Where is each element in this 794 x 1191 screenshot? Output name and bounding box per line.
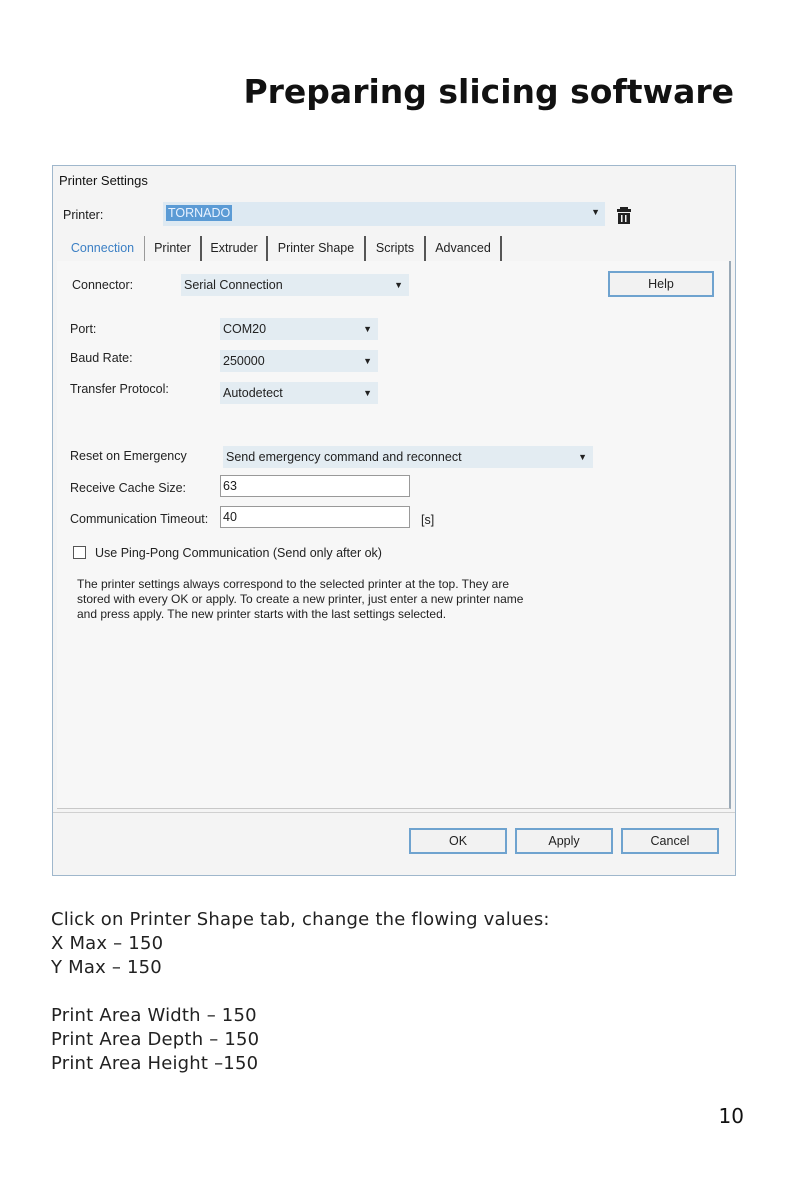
ping-pong-checkbox[interactable] [73, 546, 86, 559]
page-title: Preparing slicing software [243, 72, 734, 111]
printer-settings-dialog [52, 165, 736, 876]
printer-select[interactable] [163, 202, 605, 226]
connector-label: Connector: [72, 278, 134, 292]
connector-select-value: Serial Connection [184, 278, 283, 292]
receive-cache-size-label: Receive Cache Size: [70, 481, 187, 495]
trash-icon[interactable] [613, 204, 637, 226]
tab-scripts[interactable]: Scripts [366, 236, 426, 261]
tab-connection[interactable]: Connection [61, 236, 145, 261]
help-button[interactable]: Help [608, 271, 714, 297]
instruction-line: Click on Printer Shape tab, change the flowing values: [51, 909, 550, 930]
connection-panel [57, 261, 731, 809]
printer-label: Printer: [63, 208, 104, 222]
dialog-title: Printer Settings [59, 173, 148, 188]
apply-button[interactable]: Apply [515, 828, 613, 854]
communication-timeout-label: Communication Timeout: [70, 512, 209, 526]
receive-cache-size-input[interactable]: 63 [220, 475, 410, 497]
instruction-line: Print Area Width – 150 [51, 1005, 257, 1026]
connector-select[interactable] [181, 274, 409, 296]
baud-rate-select-value: 250000 [223, 354, 265, 368]
reset-on-emergency-label: Reset on Emergency [70, 449, 187, 463]
tab-advanced[interactable]: Advanced [426, 236, 502, 261]
ok-button[interactable]: OK [409, 828, 507, 854]
reset-on-emergency-select-value: Send emergency command and reconnect [226, 450, 462, 464]
transfer-protocol-select[interactable] [220, 382, 378, 404]
chevron-down-icon: ▼ [578, 452, 587, 462]
footer-divider [53, 812, 735, 813]
printer-select-value: TORNADO [168, 206, 231, 220]
timeout-unit: [s] [421, 513, 435, 527]
chevron-down-icon: ▼ [363, 324, 372, 334]
baud-rate-select[interactable] [220, 350, 378, 372]
communication-timeout-input[interactable]: 40 [220, 506, 410, 528]
transfer-protocol-label: Transfer Protocol: [70, 382, 169, 396]
tab-extruder[interactable]: Extruder [202, 236, 268, 261]
reset-on-emergency-select[interactable] [223, 446, 593, 468]
chevron-down-icon: ▼ [394, 280, 403, 290]
chevron-down-icon: ▼ [363, 388, 372, 398]
instruction-line: Print Area Height –150 [51, 1053, 259, 1074]
instruction-line: Y Max – 150 [51, 957, 162, 978]
tab-printer-shape[interactable]: Printer Shape [268, 236, 366, 261]
tab-printer[interactable]: Printer [145, 236, 202, 261]
port-select[interactable] [220, 318, 378, 340]
page-number: 10 [718, 1104, 744, 1128]
baud-rate-label: Baud Rate: [70, 351, 133, 365]
transfer-protocol-select-value: Autodetect [223, 386, 283, 400]
port-label: Port: [70, 322, 97, 336]
instruction-line [51, 980, 550, 1004]
info-text: The printer settings always correspond to the selected printer at the top. They are stored with every OK or apply. To create a new printer, just enter a new printer name and press apply. The new printer starts with the last settings selected. [77, 577, 524, 621]
instruction-line: X Max – 150 [51, 933, 164, 954]
port-select-value: COM20 [223, 322, 267, 336]
instructions [51, 908, 550, 1076]
cancel-button[interactable]: Cancel [621, 828, 719, 854]
chevron-down-icon: ▼ [363, 356, 372, 366]
instruction-line: Print Area Depth – 150 [51, 1029, 260, 1050]
chevron-down-icon[interactable]: ▼ [591, 207, 600, 217]
ping-pong-label: Use Ping-Pong Communication (Send only after ok) [95, 546, 382, 560]
